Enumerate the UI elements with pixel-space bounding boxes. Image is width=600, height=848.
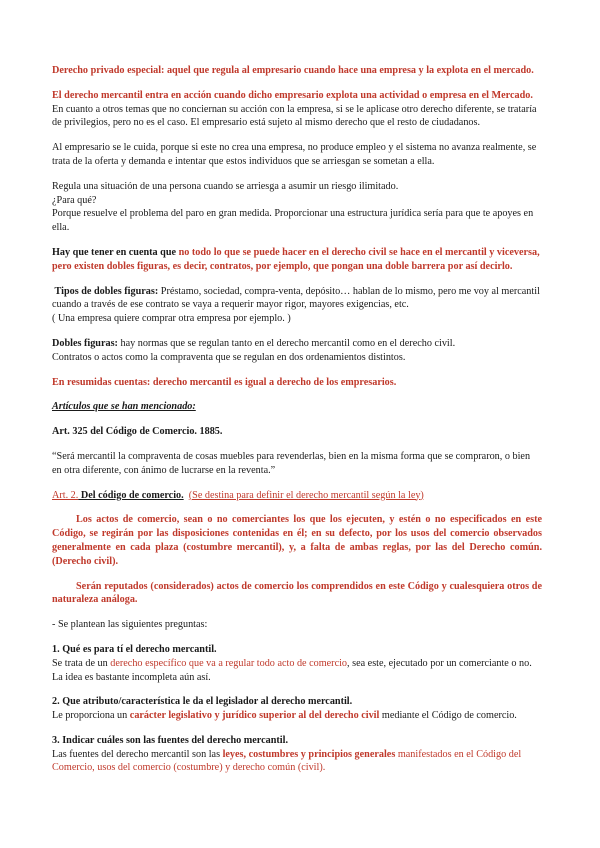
answer-pre: Se trata de un (52, 657, 111, 669)
answer-highlight: derecho específico que va a regular todo acto de comercio (110, 657, 348, 669)
question-line: ¿Para qué? (52, 194, 97, 206)
article-label: Art. 2. (52, 489, 79, 501)
second-line: Contratos o actos como la compraventa que se regulan en dos ordenamientos distintos. (52, 351, 406, 363)
questions-intro: - Se plantean las siguientes preguntas: (52, 619, 208, 631)
empresario-paragraph: Al empresario se le cuida, porque si este no crea una empresa, no produce empleo y el sistema no avanza realmente, se trata de la oferta y demanda e intentar que estos individuos que se arriesgan se sometan a ella. (52, 142, 537, 167)
summary-paragraph: En resumidas cuentas: derecho mercantil es igual a derecho de los empresarios. (52, 376, 397, 388)
article-title: Del código de comercio. (78, 489, 184, 501)
answer-post: manifestados en el Código del Comercio, usos del comercio (costumbre) y derecho común (civil). (52, 748, 522, 774)
highlight-text: El derecho mercantil entra en acción cuando dicho empresario explota una actividad o empresa en el Mercado. (52, 89, 533, 101)
label-text: Tipos de dobles figuras: (54, 285, 159, 297)
article-2-second-text: Serán reputados (considerados) actos de comercio los comprendidos en este Código y cualesquiera otros de naturaleza análoga. (52, 580, 542, 606)
highlight-text: no todo lo que se puede hacer en el derecho civil se hace en el mercantil y viceversa, pero existen dobles figuras, es decir, contratos, por ejemplo, que pongan una doble barrera por así decirlo. (52, 246, 540, 272)
dobles-figuras-definition (52, 337, 542, 365)
article-2-heading (52, 489, 542, 503)
body-text: Préstamo, sociedad, compra-venta, depósito… hablan de lo mismo, pero me voy al mercantil cuando a través de ese contrato se vaya a requerir mayor rigor, mayores exigencias, etc. (52, 285, 540, 311)
answer-pre: Las fuentes del derecho mercantil son las (52, 748, 223, 760)
question-2 (52, 695, 542, 723)
riesgo-paragraph (52, 180, 542, 235)
question-title: 1. Qué es para tí el derecho mercantil. (52, 643, 217, 655)
mercantil-action-paragraph (52, 89, 542, 130)
lead-text: Hay que tener en cuenta que (52, 246, 177, 258)
dobles-figuras-intro (52, 246, 542, 274)
riesgo-line: Regula una situación de una persona cuando se arriesga a asumir un riesgo ilimitado. (52, 180, 399, 192)
question-title: 3. Indicar cuáles son las fuentes del derecho mercantil. (52, 734, 289, 746)
article-325-quote: “Será mercantil la compraventa de cosas muebles para revenderlas, bien en la misma forma que se compraron, o bien en otra diferente, con ánimo de lucrarse en la reventa.” (52, 450, 531, 476)
article-2-text: Los actos de comercio, sean o no comerciantes los que los ejecuten, y estén o no especificados en este Código, se regirán por las disposiciones contenidas en él; en su defecto, por los usos del comercio observados generalmente en cada plaza (costumbre mercantil), y, a falta de ambas reglas, por las del Derecho común. (Derecho civil). (52, 514, 542, 567)
articles-heading: Artículos que se han mencionado: (52, 401, 196, 413)
answer-line: Porque resuelve el problema del paro en gran medida. Proporcionar una estructura jurídica sería para que te apoyes en ella. (52, 208, 534, 234)
question-title: 2. Que atributo/característica le da el legislador al derecho mercantil. (52, 696, 353, 708)
body-text: hay normas que se regulan tanto en el derecho mercantil como en el derecho civil. (117, 337, 456, 349)
tipos-dobles-figuras (52, 285, 542, 326)
answer-note: La idea es bastante incompleta aún así. (52, 671, 211, 683)
answer-post: mediante el Código de comercio. (379, 710, 517, 722)
question-1 (52, 643, 542, 684)
body-text: En cuanto a otros temas que no conciernan su acción con la empresa, si se le aplicase otro derecho diferente, se trataría de privilegios, pero no es el caso. El empresario está sujeto al mismo derecho que el resto de ciudadanos. (52, 103, 537, 129)
article-325-heading: Art. 325 del Código de Comercio. 1885. (52, 426, 223, 438)
document-page (52, 64, 542, 775)
answer-pre: Le proporciona un (52, 710, 130, 722)
example-line: ( Una empresa quiere comprar otra empresa por ejemplo. ) (52, 313, 291, 325)
article-note: (Se destina para definir el derecho mercantil según la ley) (188, 489, 424, 501)
label-text: Dobles figuras: (52, 337, 118, 349)
answer-post: , sea este, ejecutado por un comerciante o no. (347, 657, 532, 669)
answer-highlight: leyes, costumbres y principios generales (222, 748, 396, 760)
question-3 (52, 734, 542, 775)
answer-highlight: carácter legislativo y jurídico superior al del derecho civil (129, 710, 380, 722)
definition-paragraph: Derecho privado especial: aquel que regula al empresario cuando hace una empresa y la explota en el mercado. (52, 65, 534, 76)
